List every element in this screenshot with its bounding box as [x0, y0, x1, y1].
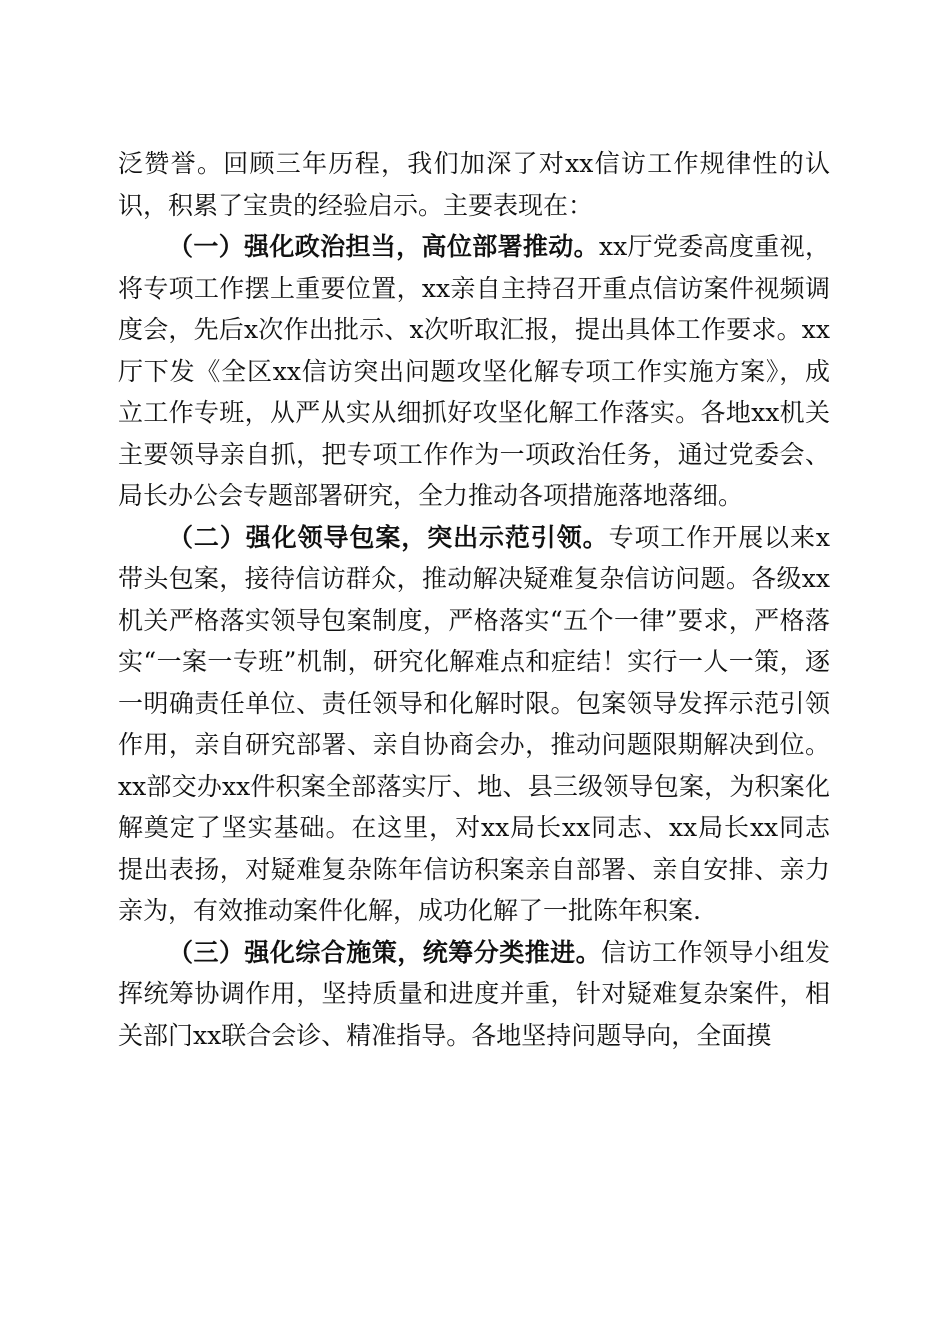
- paragraph-continuation: [118, 143, 830, 226]
- section-1-heading: （一）强化政治担当，高位部署推动。: [168, 232, 599, 261]
- section-3-body: 信访工作领导小组发挥统筹协调作用，坚持质量和进度并重，针对疑难复杂案件，相关部门xx联合会诊、精准指导。各地坚持问题导向，全面摸: [118, 937, 830, 1050]
- paragraph-section-1: [118, 226, 830, 517]
- section-1-body: xx厅党委高度重视，将专项工作摆上重要位置，xx亲自主持召开重点信访案件视频调度会，先后x次作出批示、x次听取汇报，提出具体工作要求。xx厅下发《全区xx信访突出问题攻坚化解专项工作实施方案》，成立工作专班，从严从实从细抓好攻坚化解工作落实。各地xx机关主要领导亲自抓，把专项工作作为一项政治任务，通过党委会、局长办公会专题部署研究，全力推动各项措施落地落细。: [118, 232, 830, 510]
- paragraph-section-2: [118, 517, 830, 932]
- section-3-heading: （三）强化综合施策，统筹分类推进。: [168, 937, 602, 967]
- paragraph-body: 泛赞誉。回顾三年历程，我们加深了对xx信访工作规律性的认识，积累了宝贵的经验启示。主要表现在：: [118, 149, 830, 220]
- section-2-body: 专项工作开展以来x带头包案，接待信访群众，推动解决疑难复杂信访问题。各级xx机关严格落实领导包案制度，严格落实“五个一律”要求，严格落实“一案一专班”机制，研究化解难点和症结！实行一人一策，逐一明确责任单位、责任领导和化解时限。包案领导发挥示范引领作用，亲自研究部署、亲自协商会办，推动问题限期解决到位。xx部交办xx件积案全部落实厅、地、县三级领导包案，为积案化解奠定了坚实基础。在这里，对xx局长xx同志、xx局长xx同志提出表扬，对疑难复杂陈年信访积案亲自部署、亲自安排、亲力亲为，有效推动案件化解，成功化解了一批陈年积案.: [118, 522, 830, 925]
- section-2-heading: （二）强化领导包案，突出示范引领。: [168, 522, 609, 552]
- paragraph-section-3: [118, 932, 830, 1057]
- document-body: [118, 143, 830, 1056]
